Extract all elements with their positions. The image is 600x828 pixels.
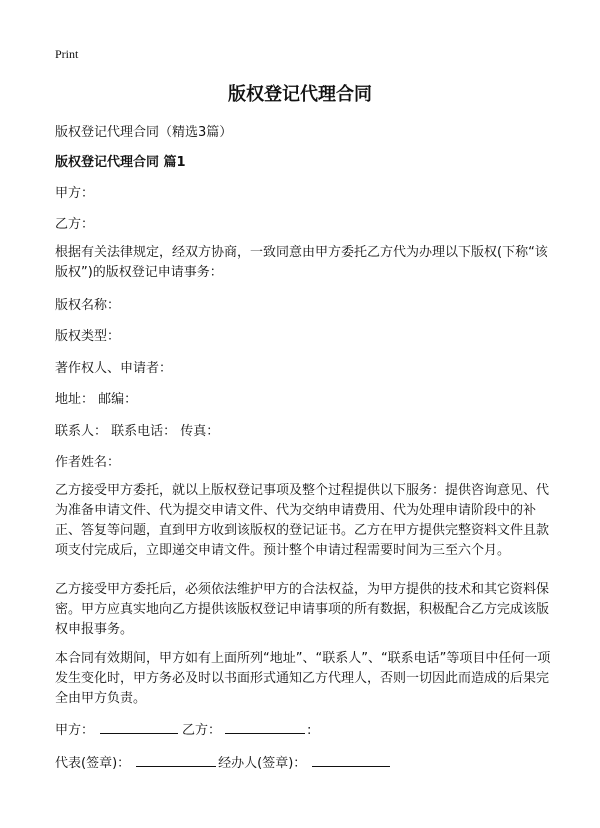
party-b-line: 乙方： <box>55 217 95 232</box>
agent-signature-blank <box>312 752 390 767</box>
party-a-line: 甲方： <box>55 186 95 201</box>
services-paragraph: 乙方接受甲方委托，就以上版权登记事项及整个过程提供以下服务：提供咨询意见、代为准备申请文件、代为提交申请文件、代为交纳申请费用、代为处理申请阶段中的补正、答复等问题，直到甲方收到该版权的登记证书。乙方在甲方提供完整资料文件且款项支付完成后，立即递交申请文件。预计整个申请过程需要时间为三至六个月。 <box>55 483 550 558</box>
party-b-signature-suffix: : <box>307 723 312 738</box>
signature-row-representatives <box>55 752 390 771</box>
validity-paragraph: 本合同有效期间，甲方如有上面所列“地址”、“联系人”、“联系电话”等项目中任何一项发生变化时，甲方务必及时以书面形式通知乙方代理人，否则一切因此而造成的后果完全由甲方负责。 <box>55 651 551 706</box>
section-heading: 版权登记代理合同 篇1 <box>55 155 186 170</box>
party-b-signature-label: 乙方： <box>182 723 222 738</box>
contact-phone-fax-field: 联系人： 联系电话： 传真： <box>55 424 220 439</box>
confidentiality-paragraph: 乙方接受甲方委托后，必须依法维护甲方的合法权益，为甲方提供的技术和其它资料保密。甲方应真实地向乙方提供该版权登记申请事项的所有数据，积极配合乙方完成该版权申报事务。 <box>55 582 550 637</box>
intro-paragraph: 根据有关法律规定，经双方协商，一致同意由甲方委托乙方代为办理以下版权(下称“该版权”)的版权登记申请事务： <box>55 245 548 280</box>
copyright-type-field: 版权类型： <box>55 329 121 344</box>
representative-signature-blank <box>136 752 216 767</box>
party-a-signature-label: 甲方： <box>55 723 95 738</box>
signature-row-parties <box>55 719 311 738</box>
party-a-signature-blank <box>100 719 178 734</box>
owner-applicant-field: 著作权人、申请者： <box>55 361 173 376</box>
agent-signature-label: 经办人(签章)： <box>218 756 307 771</box>
print-link[interactable]: Print <box>55 47 79 61</box>
author-name-field: 作者姓名： <box>55 455 121 470</box>
document-subtitle: 版权登记代理合同（精选3篇） <box>55 125 233 140</box>
address-postcode-field: 地址： 邮编： <box>55 392 138 407</box>
party-b-signature-blank <box>225 719 305 734</box>
copyright-name-field: 版权名称： <box>55 298 121 313</box>
representative-signature-label: 代表(签章)： <box>55 756 131 771</box>
page-title: 版权登记代理合同 <box>228 84 372 105</box>
